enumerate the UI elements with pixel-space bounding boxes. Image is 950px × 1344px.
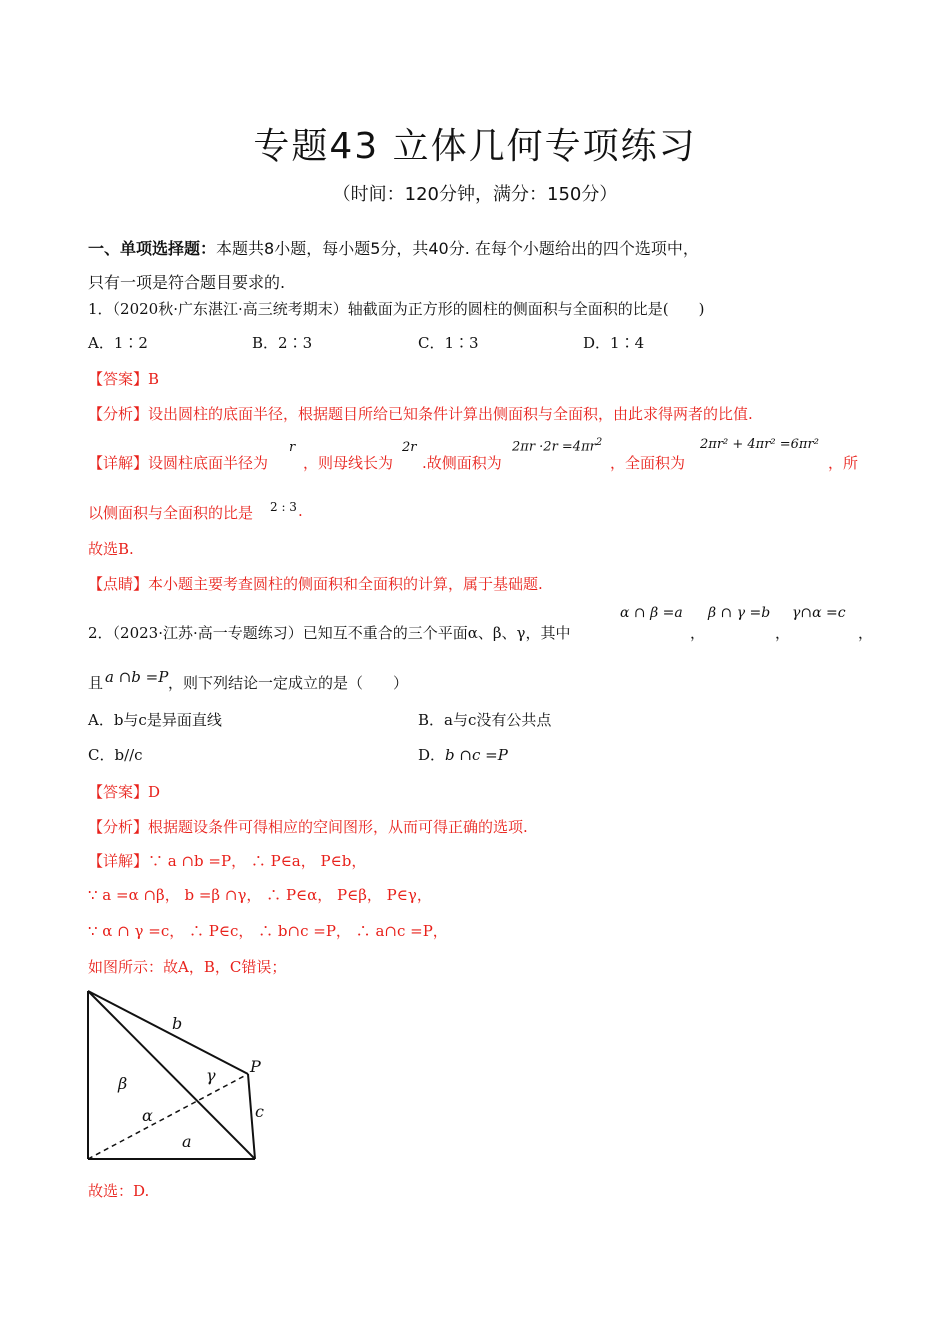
q2-detail-1: 【详解】∵ a ∩b =P， ∴ P∈a， P∈b，	[88, 852, 367, 870]
section-1-heading: 一、单项选择题：	[88, 239, 217, 258]
q2-option-d-expr: b ∩c =P	[445, 746, 508, 764]
q1-analysis: 【分析】设出圆柱的底面半径，根据题目所给已知条件计算出侧面积与全面积，由此求得两者的比值.	[88, 405, 753, 423]
page-subtitle: （时间：120分钟，满分：150分）	[332, 184, 618, 205]
q1-answer: 【答案】B	[88, 370, 160, 388]
q2-detail-3: ∵ α ∩ γ =c， ∴ P∈c， ∴ b∩c =P， ∴ a∩c =P，	[88, 922, 448, 940]
figure-label-b: b	[172, 1014, 183, 1033]
q2-comma-1: ，	[690, 624, 706, 642]
section-1-description	[88, 236, 699, 259]
q2-option-d-label: D．	[418, 746, 446, 764]
section-1-desc-line2: 只有一项是符合题目要求的.	[88, 273, 286, 292]
q1-choose: 故选B.	[88, 540, 134, 558]
q1-detail2-b: .	[298, 502, 303, 520]
q2-expr-gamma-alpha: γ∩α =c	[792, 605, 846, 621]
q2-analysis: 【分析】根据题设条件可得相应的空间图形，从而可得正确的选项.	[88, 818, 528, 836]
q2-expr-a-b: a ∩b =P	[105, 668, 169, 686]
q2-detail-2: ∵ a =α ∩β， b =β ∩γ， ∴ P∈α， P∈β， P∈γ，	[88, 886, 432, 904]
q1-detail2-a: 以侧面积与全面积的比是	[88, 504, 254, 522]
q1-side-expr-text: 2πr ·2r =4πr	[512, 439, 596, 455]
q1-two-r: 2r	[402, 440, 417, 455]
plane-intersection-figure	[80, 985, 280, 1170]
q1-option-c: C．1∶3	[418, 334, 479, 352]
q1-detail-e: ，所	[828, 454, 859, 472]
q2-stem2-b: ，则下列结论一定成立的是（ ）	[168, 674, 409, 692]
q2-option-b: B．a与c没有公共点	[418, 711, 552, 729]
q1-comment: 【点睛】本小题主要考查圆柱的侧面积和全面积的计算，属于基础题.	[88, 575, 543, 593]
q2-option-a: A．b与c是异面直线	[88, 711, 222, 729]
figure-line-c	[248, 1074, 255, 1159]
section-1-desc-line1: 本题共8小题，每小题5分，共40分. 在每个小题给出的四个选项中，	[216, 239, 699, 258]
q1-r: r	[289, 440, 296, 455]
figure-label-alpha: α	[142, 1106, 153, 1125]
q2-stem2-a: 且	[88, 674, 104, 692]
figure-label-c: c	[255, 1102, 264, 1121]
q2-comma-3: ，	[858, 624, 874, 642]
figure-label-gamma: γ	[206, 1066, 216, 1085]
q2-option-c: C．b//c	[88, 746, 143, 764]
q1-detail-d: ，全面积为	[610, 454, 686, 472]
figure-label-a: a	[182, 1132, 192, 1151]
figure-line-b	[88, 991, 248, 1074]
q2-stem-a: 2．（2023·江苏·高一专题练习）已知互不重合的三个平面α、β、γ，其中	[88, 624, 571, 642]
q2-answer: 【答案】D	[88, 783, 161, 801]
q2-expr-alpha-beta: α ∩ β =a	[620, 605, 683, 621]
q1-detail-b: ，则母线长为	[303, 454, 394, 472]
q1-total-expr: 2πr² + 4πr² =6πr²	[700, 437, 819, 452]
q1-detail-a: 【详解】设圆柱底面半径为	[88, 454, 269, 472]
q1-side-expr-exp: 2	[595, 437, 603, 448]
figure-label-P: P	[250, 1057, 261, 1076]
figure-label-beta: β	[118, 1074, 128, 1093]
q2-option-d	[418, 744, 508, 765]
q1-option-d: D．1∶4	[583, 334, 645, 352]
q1-option-b: B．2∶3	[252, 334, 313, 352]
q2-choose: 故选：D.	[88, 1182, 150, 1200]
q2-expr-beta-gamma: β ∩ γ =b	[708, 605, 771, 621]
figure-line-a-hidden	[88, 1074, 248, 1159]
q1-side-expr	[512, 437, 602, 454]
q1-option-a: A．1∶2	[88, 334, 148, 352]
page-title: 专题43 立体几何专项练习	[253, 126, 697, 167]
q1-stem: 1．（2020秋·广东湛江·高三统考期末）轴截面为正方形的圆柱的侧面积与全面积的比是( )	[88, 300, 705, 318]
q1-ratio: 2 : 3	[270, 500, 297, 514]
q2-comma-2: ，	[775, 624, 791, 642]
q2-figure-caption: 如图所示：故A，B，C错误；	[88, 958, 287, 976]
q1-detail-c: .故侧面积为	[422, 454, 502, 472]
